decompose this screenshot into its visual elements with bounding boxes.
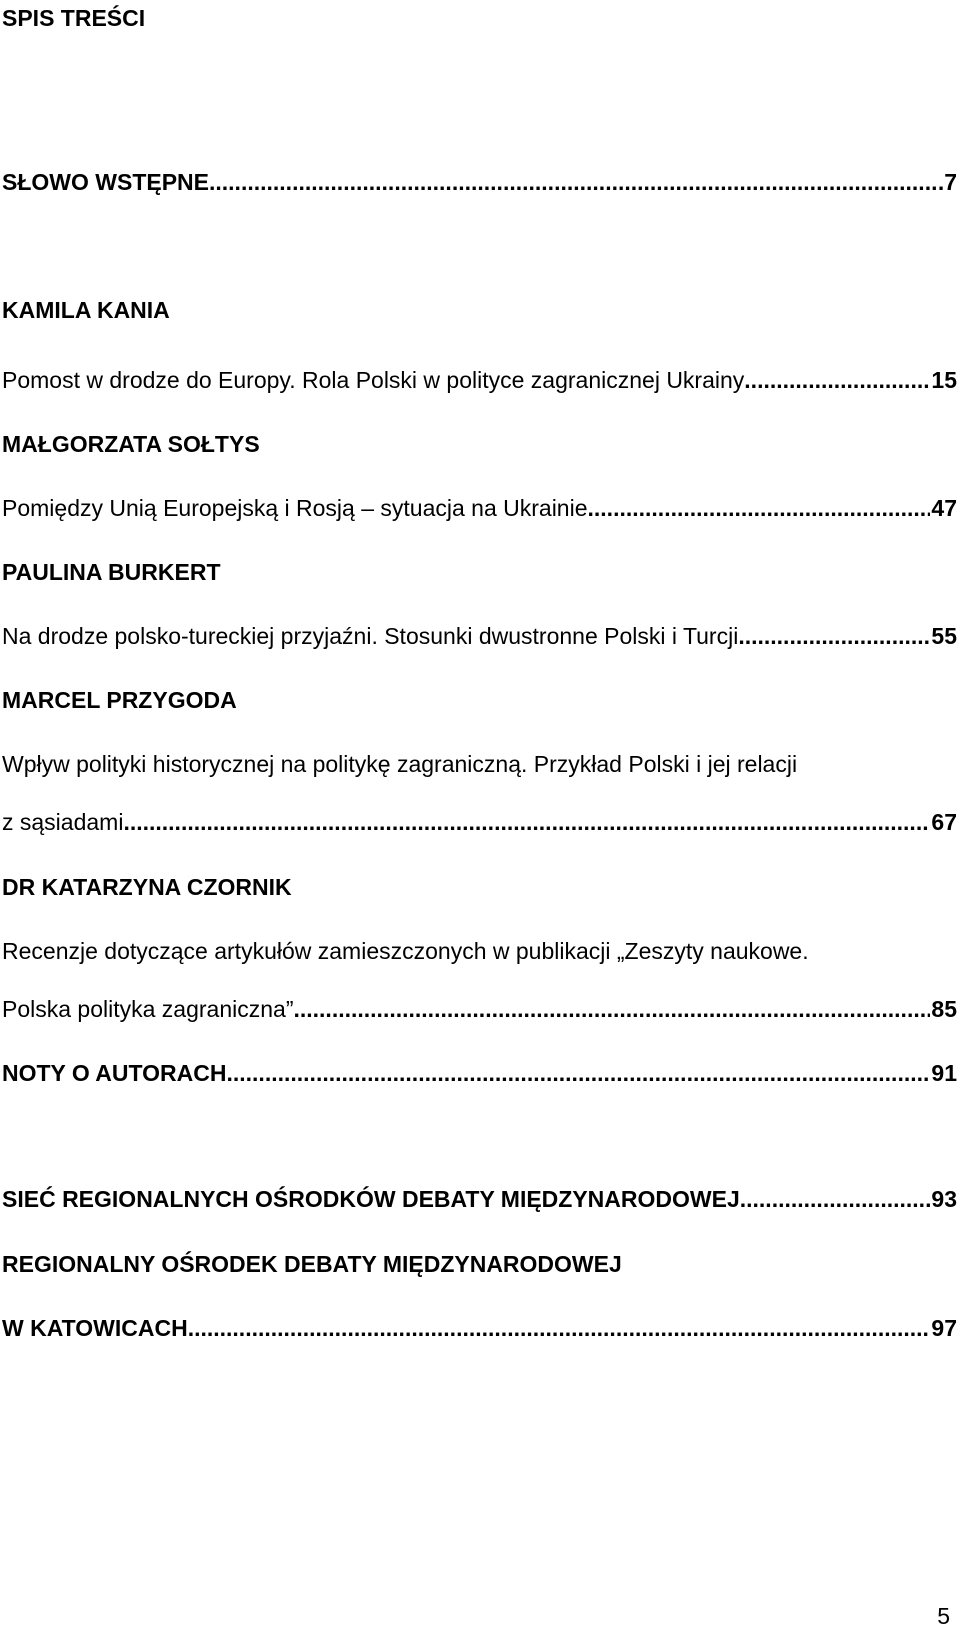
toc-entry [2, 622, 957, 650]
dot-leader [209, 168, 937, 196]
author-name: PAULINA BURKERT [2, 559, 221, 585]
author-name: MARCEL PRZYGODA [2, 687, 237, 713]
dot-leader [588, 494, 931, 522]
entry-title: SŁOWO WSTĘPNE [2, 169, 209, 195]
entry-page-number: 85 [931, 996, 957, 1022]
toc-entry [2, 995, 957, 1023]
toc-entry [2, 494, 957, 522]
entry-title: NOTY O AUTORACH [2, 1060, 227, 1086]
entry-page-number: 15 [931, 367, 957, 393]
dot-leader [123, 808, 930, 836]
toc-heading: SPIS TREŚCI [2, 5, 146, 31]
dot-leader [293, 995, 930, 1023]
entry-page-number: 97 [931, 1315, 957, 1341]
dot-leader [738, 622, 930, 650]
toc-entry-network [2, 1185, 957, 1213]
entry-title-line: REGIONALNY OŚRODEK DEBATY MIĘDZYNARODOWEJ [2, 1251, 622, 1277]
toc-entry [2, 808, 957, 836]
toc-entry [2, 366, 957, 394]
toc-entry-authors-notes [2, 1059, 957, 1087]
entry-title: Polska polityka zagraniczna” [2, 996, 294, 1022]
dot-leader [744, 366, 930, 394]
page-number: 5 [937, 1603, 950, 1629]
entry-title: Pomiędzy Unią Europejską i Rosją – sytuacja na Ukrainie [2, 495, 588, 521]
entry-page-number: 91 [931, 1060, 957, 1086]
entry-title: z sąsiadami [2, 809, 124, 835]
toc-entry-foreword [2, 168, 957, 196]
toc-entry-center [2, 1314, 957, 1342]
entry-title: Pomost w drodze do Europy. Rola Polski w polityce zagranicznej Ukrainy [2, 367, 745, 393]
entry-page-number: 67 [931, 809, 957, 835]
entry-title-line: Recenzje dotyczące artykułów zamieszczonych w publikacji „Zeszyty naukowe. [2, 938, 809, 964]
author-name: MAŁGORZATA SOŁTYS [2, 431, 260, 457]
entry-page-number: 93 [931, 1186, 957, 1212]
dot-leader [188, 1314, 931, 1342]
entry-title-line: Wpływ polityki historycznej na politykę zagraniczną. Przykład Polski i jej relacji [2, 751, 798, 777]
author-name: DR KATARZYNA CZORNIK [2, 874, 292, 900]
entry-title: W KATOWICACH [2, 1315, 188, 1341]
entry-page-number: 55 [931, 623, 957, 649]
dot-leader [740, 1185, 931, 1213]
author-name: KAMILA KANIA [2, 297, 170, 323]
entry-page-number: 47 [931, 495, 957, 521]
entry-title: Na drodze polsko-tureckiej przyjaźni. Stosunki dwustronne Polski i Turcji [2, 623, 739, 649]
dot-leader [226, 1059, 930, 1087]
entry-title: SIEĆ REGIONALNYCH OŚRODKÓW DEBATY MIĘDZYNARODOWEJ [2, 1186, 740, 1212]
entry-page-number: .7 [937, 169, 957, 195]
